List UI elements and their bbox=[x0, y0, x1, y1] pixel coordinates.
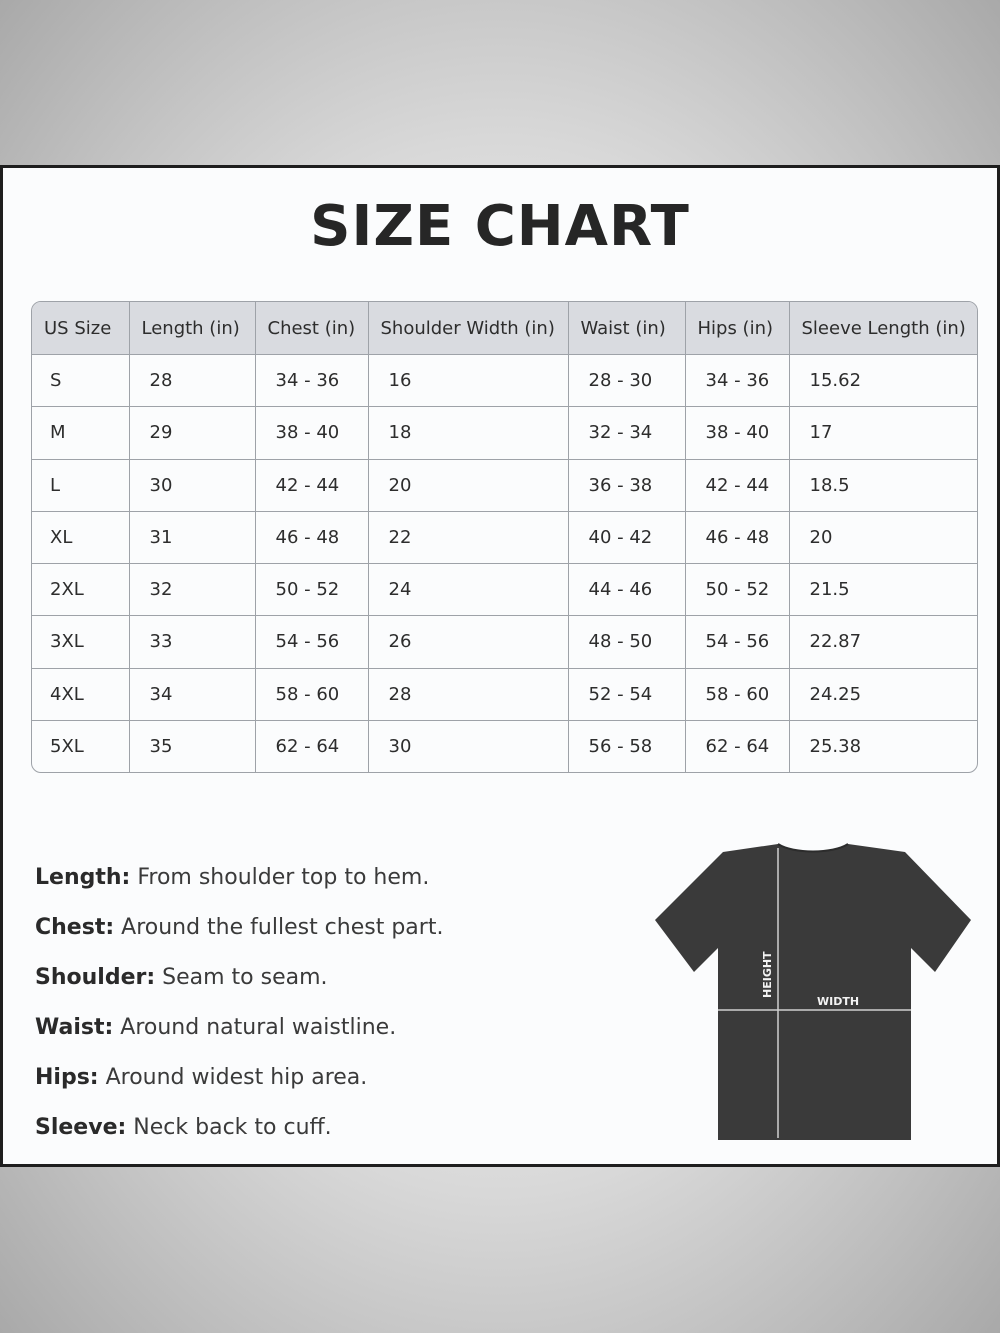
table-cell: 42 - 44 bbox=[685, 459, 789, 511]
definition-chest bbox=[35, 908, 443, 958]
tshirt-diagram bbox=[653, 840, 978, 1140]
table-cell: 48 - 50 bbox=[568, 616, 685, 668]
table-cell: 38 - 40 bbox=[685, 407, 789, 459]
table-cell: 46 - 48 bbox=[685, 511, 789, 563]
size-table bbox=[32, 302, 977, 772]
table-cell: 54 - 56 bbox=[685, 616, 789, 668]
column-header-us-size: US Size bbox=[32, 302, 129, 355]
page-title: SIZE CHART bbox=[310, 194, 690, 259]
table-cell: 22 bbox=[368, 511, 568, 563]
table-cell: 30 bbox=[129, 459, 255, 511]
definition-term: Waist: bbox=[35, 1015, 114, 1040]
table-cell: 2XL bbox=[32, 564, 129, 616]
table-cell: 52 - 54 bbox=[568, 668, 685, 720]
column-header-length: Length (in) bbox=[129, 302, 255, 355]
tshirt-icon bbox=[655, 844, 971, 1140]
definition-term: Sleeve: bbox=[35, 1115, 127, 1140]
table-cell: 24 bbox=[368, 564, 568, 616]
table-cell: 35 bbox=[129, 720, 255, 772]
table-cell: 16 bbox=[368, 355, 568, 407]
definition-waist bbox=[35, 1008, 443, 1058]
column-header-waist: Waist (in) bbox=[568, 302, 685, 355]
table-row bbox=[32, 511, 977, 563]
definition-sleeve bbox=[35, 1108, 443, 1158]
width-label: WIDTH bbox=[817, 995, 860, 1008]
definition-text: Seam to seam. bbox=[162, 965, 328, 990]
table-cell: 25.38 bbox=[809, 735, 862, 757]
table-cell: 5XL bbox=[32, 720, 129, 772]
table-cell: 21.5 bbox=[789, 564, 977, 616]
column-header-shoulder-width: Shoulder Width (in) bbox=[368, 302, 568, 355]
definition-hips bbox=[35, 1058, 443, 1108]
table-row bbox=[32, 616, 977, 668]
table-cell: 22.87 bbox=[789, 616, 977, 668]
table-cell: 18.5 bbox=[789, 459, 977, 511]
table-cell: 32 - 34 bbox=[568, 407, 685, 459]
table-row bbox=[32, 668, 977, 720]
table-cell: 38 - 40 bbox=[255, 407, 368, 459]
table-cell: 34 - 36 bbox=[685, 355, 789, 407]
definition-length bbox=[35, 858, 443, 908]
table-cell: 46 - 48 bbox=[255, 511, 368, 563]
table-cell: 62 - 64 bbox=[685, 720, 789, 772]
table-cell: M bbox=[32, 407, 129, 459]
table-cell: 29 bbox=[129, 407, 255, 459]
table-cell: 18 bbox=[368, 407, 568, 459]
height-label: HEIGHT bbox=[761, 951, 774, 998]
table-cell: 50 - 52 bbox=[255, 564, 368, 616]
table-cell: 36 - 38 bbox=[568, 459, 685, 511]
table-cell: 15.62 bbox=[789, 355, 977, 407]
table-cell: 50 - 52 bbox=[685, 564, 789, 616]
table-header-row bbox=[32, 302, 977, 355]
definition-shoulder bbox=[35, 958, 443, 1008]
table-cell: 42 - 44 bbox=[255, 459, 368, 511]
column-header-hips: Hips (in) bbox=[685, 302, 789, 355]
measurement-definitions bbox=[35, 858, 443, 1158]
definition-text: Around widest hip area. bbox=[105, 1065, 368, 1090]
definition-text: From shoulder top to hem. bbox=[137, 865, 430, 890]
definition-text: Around natural waistline. bbox=[120, 1015, 397, 1040]
table-cell: 44 - 46 bbox=[568, 564, 685, 616]
table-cell: 34 - 36 bbox=[255, 355, 368, 407]
table-cell: 58 - 60 bbox=[685, 668, 789, 720]
size-chart-card bbox=[0, 165, 1000, 1167]
table-cell: 3XL bbox=[32, 616, 129, 668]
table-cell: 62 - 64 bbox=[255, 720, 368, 772]
table-cell: 4XL bbox=[32, 668, 129, 720]
table-cell: 17 bbox=[789, 407, 977, 459]
table-cell: 28 bbox=[129, 355, 255, 407]
column-header-chest: Chest (in) bbox=[255, 302, 368, 355]
table-row bbox=[32, 459, 977, 511]
table-cell: 20 bbox=[368, 459, 568, 511]
definition-term: Hips: bbox=[35, 1065, 99, 1090]
table-cell: 54 - 56 bbox=[255, 616, 368, 668]
table-cell: 28 bbox=[368, 668, 568, 720]
table-cell: XL bbox=[32, 511, 129, 563]
table-cell: L bbox=[32, 459, 129, 511]
table-cell: S bbox=[32, 355, 129, 407]
table-cell: 56 - 58 bbox=[568, 720, 685, 772]
table-cell: 28 - 30 bbox=[568, 355, 685, 407]
column-header-sleeve-length: Sleeve Length (in) bbox=[789, 302, 977, 355]
definition-term: Length: bbox=[35, 865, 131, 890]
definition-term: Shoulder: bbox=[35, 965, 156, 990]
table-row bbox=[32, 407, 977, 459]
table-cell: 24.25 bbox=[789, 668, 977, 720]
table-cell: 40 - 42 bbox=[568, 511, 685, 563]
size-table-container bbox=[31, 301, 978, 773]
definition-text: Around the fullest chest part. bbox=[121, 915, 444, 940]
table-cell: 32 bbox=[129, 564, 255, 616]
table-cell: 31 bbox=[129, 511, 255, 563]
table-cell: 20 bbox=[789, 511, 977, 563]
table-cell: 26 bbox=[368, 616, 568, 668]
table-row bbox=[32, 355, 977, 407]
definition-text: Neck back to cuff. bbox=[133, 1115, 332, 1140]
table-cell: 58 - 60 bbox=[255, 668, 368, 720]
table-cell: 30 bbox=[368, 720, 568, 772]
table-cell: 33 bbox=[129, 616, 255, 668]
table-row bbox=[32, 720, 977, 772]
table-row bbox=[32, 564, 977, 616]
definition-term: Chest: bbox=[35, 915, 115, 940]
table-cell: 34 bbox=[129, 668, 255, 720]
